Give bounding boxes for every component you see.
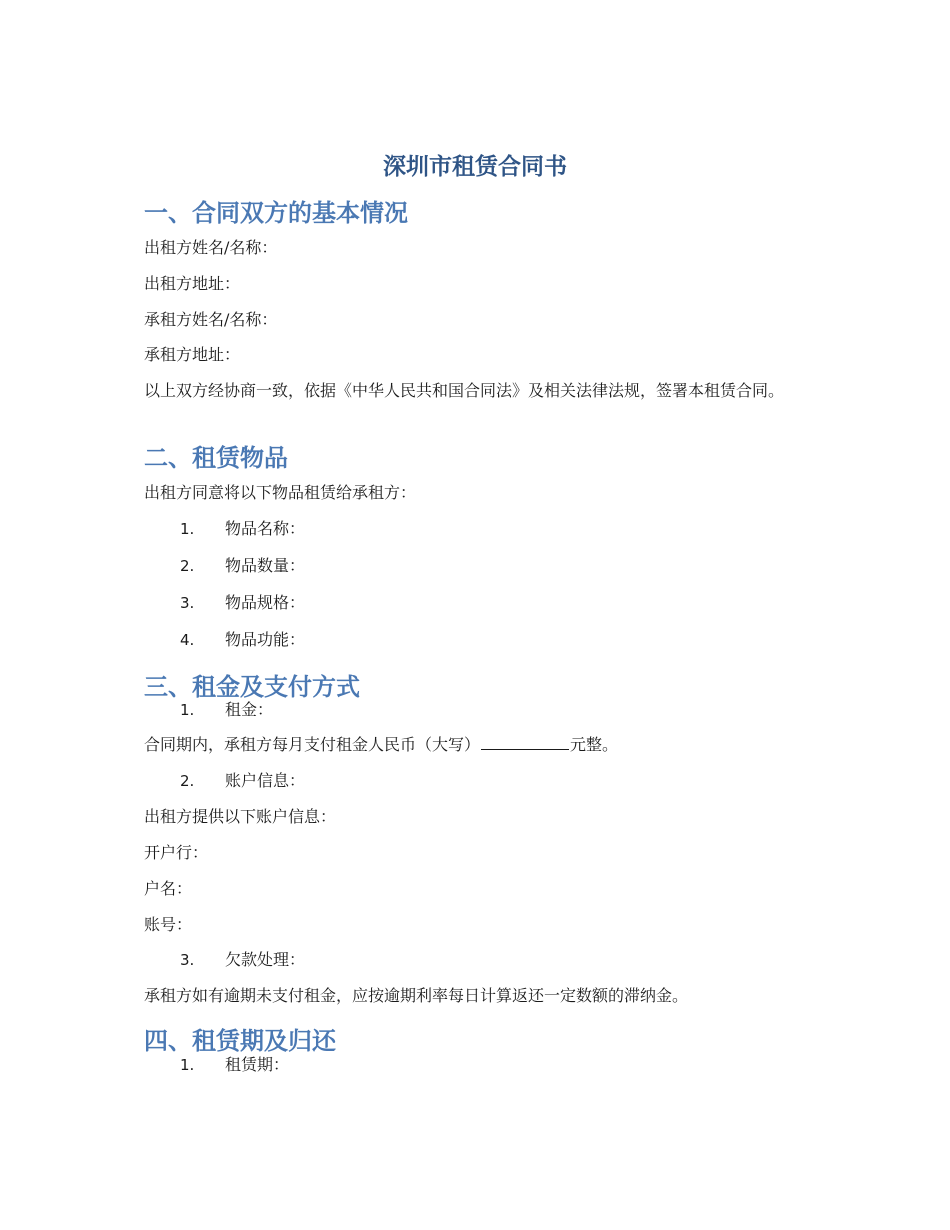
bank-field: 开户行： — [144, 843, 209, 862]
list-item — [180, 592, 305, 614]
lessor-name-field: 出租方姓名/名称： — [144, 238, 278, 257]
rent-paragraph — [144, 734, 618, 756]
agreement-paragraph: 以上双方经协商一致，依据《中华人民共和国合同法》及相关法律法规，签署本租赁合同。 — [144, 381, 785, 400]
list-item — [180, 1054, 289, 1076]
item-quantity-field: 物品数量： — [225, 556, 306, 575]
list-item — [180, 699, 273, 721]
lessor-address-field: 出租方地址： — [144, 274, 241, 293]
list-number: 3. — [180, 951, 195, 969]
section-heading-rent: 三、租金及支付方式 — [144, 673, 360, 701]
arrears-label: 欠款处理： — [225, 950, 306, 969]
list-number: 1. — [180, 701, 195, 719]
list-item — [180, 555, 305, 577]
item-spec-field: 物品规格： — [225, 593, 306, 612]
rent-label: 租金： — [225, 700, 274, 719]
account-number-field: 账号： — [144, 915, 193, 934]
list-item — [180, 949, 305, 971]
rent-amount-blank — [481, 735, 569, 750]
section-heading-period: 四、租赁期及归还 — [144, 1027, 336, 1055]
list-item — [180, 518, 305, 540]
lessee-address-field: 承租方地址： — [144, 345, 241, 364]
list-number: 2. — [180, 557, 195, 575]
account-label: 账户信息： — [225, 771, 306, 790]
list-number: 1. — [180, 520, 195, 538]
list-number: 3. — [180, 594, 195, 612]
page-title: 深圳市租赁合同书 — [383, 154, 567, 180]
rent-text-suffix: 元整。 — [570, 735, 619, 754]
section-heading-items: 二、租赁物品 — [144, 444, 288, 472]
list-item — [180, 629, 305, 651]
items-intro: 出租方同意将以下物品租赁给承租方： — [144, 483, 417, 502]
list-number: 4. — [180, 631, 195, 649]
list-item — [180, 770, 305, 792]
list-number: 2. — [180, 772, 195, 790]
item-function-field: 物品功能： — [225, 630, 306, 649]
section-heading-parties: 一、合同双方的基本情况 — [144, 199, 408, 227]
rent-text: 合同期内，承租方每月支付租金人民币（大写） — [144, 735, 481, 754]
lessee-name-field: 承租方姓名/名称： — [144, 310, 278, 329]
account-intro: 出租方提供以下账户信息： — [144, 807, 337, 826]
item-name-field: 物品名称： — [225, 519, 306, 538]
arrears-paragraph: 承租方如有逾期未支付租金，应按逾期利率每日计算返还一定数额的滞纳金。 — [144, 986, 689, 1005]
account-name-field: 户名： — [144, 879, 193, 898]
period-label: 租赁期： — [225, 1055, 290, 1074]
list-number: 1. — [180, 1056, 195, 1074]
